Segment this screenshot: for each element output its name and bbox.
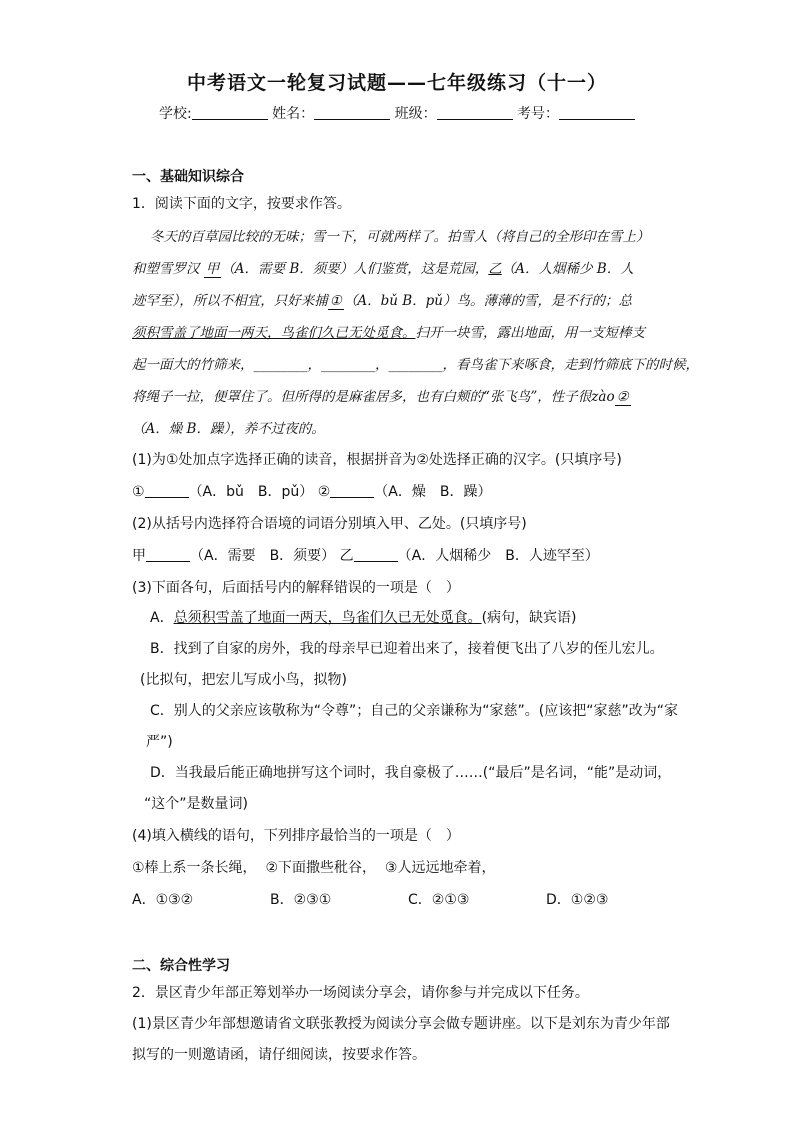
option-d[interactable]: D．当我最后能正确地拼写这个词时，我自豪极了……(“最后”是名词，“能”是动词， [150, 765, 672, 781]
option-b[interactable]: B．找到了自家的房外，我的母亲早已迎着出来了，接着便飞出了八岁的侄儿宏儿。 [150, 641, 664, 657]
blank-1[interactable]: ① [329, 293, 342, 309]
option-c-note: 严”) [146, 734, 173, 750]
answer-blank[interactable] [330, 483, 374, 498]
exam-no-label: 考号： [517, 106, 560, 122]
sub-question-2: (2)从括号内选择符合语境的词语分别填入甲、乙处。(只填序号) [132, 516, 527, 532]
option-a[interactable]: A．①③② [132, 892, 194, 908]
option-c[interactable]: C．别人的父亲应该敬称为“令尊”；自己的父亲谦称为“家慈”。(应该把“家慈”改为“家 [150, 703, 679, 719]
passage-line: 起一面大的竹筛来，________，________，________，看鸟雀下来啄食，走到竹筛底下的时候， [132, 357, 699, 373]
question-2-text: (1)景区青少年部想邀请省文联张教授为阅读分享会做专题讲座。以下是刘东为青少年部 [132, 1016, 670, 1032]
sub-question-3: (3)下面各句，后面括号内的解释错误的一项是（ ） [132, 580, 460, 596]
passage-line: 和塑雪罗汉 甲 （A．需要 B．须要）人们鉴赏，这是荒园，乙（A．人烟稀少 B．人 [132, 261, 634, 277]
answer-row: ① （A．bǔ B．pǔ） ② （A．燥 B．躁） [132, 484, 492, 500]
question-1-stem: 1．阅读下面的文字，按要求作答。 [132, 196, 351, 212]
school-label: 学校: [158, 106, 192, 122]
question-2-stem: 2．景区青少年部正筹划举办一场阅读分享会，请你参与并完成以下任务。 [132, 985, 589, 1001]
question-2-text: 拟写的一则邀请函，请仔细阅读，按要求作答。 [132, 1047, 426, 1063]
option-b-note: (比拟句，把宏儿写成小鸟，拟物) [140, 672, 347, 688]
passage-line: 冬天的百草园比较的无味；雪一下，可就两样了。拍雪人（将自己的全形印在雪上） [150, 229, 650, 245]
blank-yi[interactable]: 乙 [488, 261, 502, 277]
sub-question-4-items: ①棒上系一条长绳， ②下面撒些秕谷， ③人远远地牵着， [132, 860, 496, 876]
passage-line: 迹罕至），所以不相宜，只好来捕 ① （A．bǔ B．pǔ）鸟。薄薄的雪，是不行的；总 [132, 293, 632, 309]
name-label: 姓名： [272, 106, 315, 122]
option-a[interactable]: A．总须积雪盖了地面一两天，鸟雀们久已无处觅食。(病句，缺宾语) [150, 610, 577, 626]
option-b[interactable]: B．②③① [270, 892, 332, 908]
class-label: 班级： [394, 106, 437, 122]
section-heading: 二、综合性学习 [132, 958, 230, 974]
passage-line: 将绳子一拉，便罩住了。但所得的是麻雀居多，也有白颊的“张飞鸟”，性子很zào ② [132, 389, 629, 405]
passage-line: 须积雪盖了地面一两天，鸟雀们久已无处觅食。扫开一块雪，露出地面，用一支短棒支 [132, 325, 645, 341]
sub-question-1: (1)为①处加点字选择正确的读音，根据拼音为②处选择正确的汉字。(只填序号) [132, 452, 622, 468]
answer-blank[interactable] [146, 547, 190, 562]
student-info-row [0, 103, 794, 123]
option-c[interactable]: C．②①③ [408, 892, 470, 908]
blank-jia[interactable]: 甲 [205, 261, 220, 277]
answer-row: 甲 （A．需要 B．须要） 乙 （A．人烟稀少 B．人迹罕至） [132, 548, 599, 564]
class-blank[interactable] [437, 105, 513, 120]
underlined-sentence: 须积雪盖了地面一两天，鸟雀们久已无处觅食。 [132, 325, 416, 341]
name-blank[interactable] [314, 105, 390, 120]
exam-no-blank[interactable] [559, 105, 635, 120]
option-d-note: “这个”是数量词) [144, 796, 248, 812]
page-title: 中考语文一轮复习试题——七年级练习（十一） [186, 72, 607, 94]
sub-question-4-options [132, 889, 684, 909]
option-d[interactable]: D．①②③ [546, 892, 609, 908]
blank-2[interactable]: ② [616, 389, 629, 405]
school-blank[interactable] [192, 105, 268, 120]
answer-blank[interactable] [354, 547, 398, 562]
sub-question-4: (4)填入横线的语句，下列排序最恰当的一项是（ ） [132, 828, 460, 844]
answer-blank[interactable] [145, 483, 189, 498]
passage-line: （A．燥 B．躁），养不过夜的。 [132, 421, 325, 437]
section-heading: 一、基础知识综合 [132, 169, 244, 185]
